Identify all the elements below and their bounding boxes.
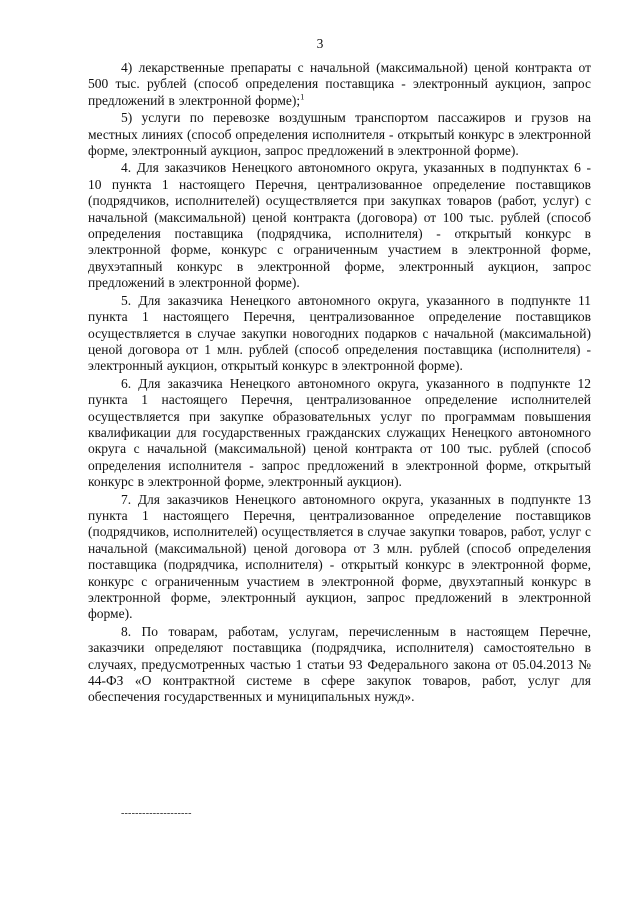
document-body (88, 60, 591, 707)
footnote-marker: 1 (300, 91, 305, 102)
paragraph-section-4: 4. Для заказчиков Ненецкого автономного округа, указанных в подпунктах 6 - 10 пункта 1 настоящего Перечня, централизованное определение поставщиков (подрядчиков, исполнителей) осуществляется при закупках товаров (работ, услуг) с начальной (максимальной) ценой контракта (договора) от 100 тыс. рублей (способ определения поставщика (подрядчика, исполнителя) - открытый конкурс в электронной форме, конкурс с ограниченным участием в электронной форме, двухэтапный конкурс в электронной форме, электронный аукцион, запрос предложений в электронной форме). (88, 160, 591, 291)
paragraph-section-5: 5. Для заказчика Ненецкого автономного округа, указанного в подпункте 11 пункта 1 настоящего Перечня, централизованное определение поставщиков осуществляется в случае закупки новогодних подарков с начальной (максимальной) ценой договора от 1 млн. рублей (способ определения поставщика (исполнителя) - электронный аукцион, открытый конкурс в электронной форме). (88, 292, 591, 374)
end-rule: -------------------- (121, 808, 192, 819)
paragraph-text: 4) лекарственные препараты с начальной (максимальной) ценой контракта от 500 тыс. рублей (способ определения поставщика - электронный аукцион, запрос предложений в электронной форме); (88, 60, 591, 108)
paragraph-section-8: 8. По товарам, работам, услугам, перечисленным в настоящем Перечне, заказчики определяют поставщика (подрядчика, исполнителя) самостоятельно в случаях, предусмотренных частью 1 статьи 93 Федерального закона от 05.04.2013 № 44-ФЗ «О контрактной системе в сфере закупок товаров, работ, услуг для обеспечения государственных и муниципальных нужд». (88, 623, 591, 705)
paragraph-section-6: 6. Для заказчика Ненецкого автономного округа, указанного в подпункте 12 пункта 1 настоящего Перечня, централизованное определение исполнителей осуществляется при закупке образовательных услуг по программам повышения квалификации для государственных гражданских служащих Ненецкого автономного округа с начальной (максимальной) ценой контракта от 100 тыс. рублей (способ определения исполнителя - запрос предложений в электронной форме, открытый конкурс в электронной форме, электронный аукцион). (88, 375, 591, 490)
page-number: 3 (316, 36, 324, 51)
paragraph-section-7: 7. Для заказчиков Ненецкого автономного округа, указанных в подпункте 13 пункта 1 настоящего Перечня, централизованное определение поставщиков (подрядчиков, исполнителей) осуществляется в случае закупки товаров, работ, услуг с начальной (максимальной) ценой договора от 3 млн. рублей (способ определения поставщика (подрядчика, исполнителя) - открытый конкурс в электронной форме, конкурс с ограниченным участием в электронной форме, двухэтапный конкурс в электронной форме, электронный аукцион, запрос предложений в электронной форме). (88, 491, 591, 622)
paragraph-item-5-air-transport: 5) услуги по перевозке воздушным транспортом пассажиров и грузов на местных линиях (способ определения исполнителя - открытый конкурс в электронной форме, электронный аукцион, запрос предложений в электронной форме). (88, 110, 591, 159)
paragraph-item-4-medicines (88, 60, 591, 109)
